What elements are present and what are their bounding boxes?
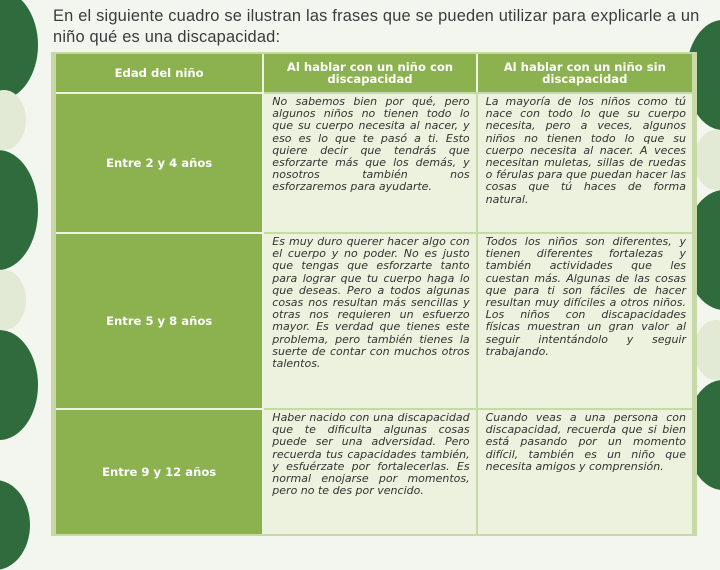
without-disability-cell: Cuando veas a una persona con discapacidad, recuerda que si bien está pasando por un momento difícil, también es un niño que necesita amigos y comprensión. — [478, 408, 692, 534]
age-cell: Entre 5 y 8 años — [56, 232, 264, 408]
decorative-circle — [0, 90, 26, 150]
decorative-circle — [0, 0, 38, 100]
decorative-circle — [0, 330, 38, 440]
decorative-circle — [0, 480, 30, 570]
decorative-circle — [694, 320, 720, 380]
with-disability-cell: No sabemos bien por qué, pero algunos niños no tienen todo lo que su cuerpo necesita al nacer, y eso es lo que te pasó a ti. Esto quiere decir que tendrás que esforzarte más que los demás, y nosotros también nos esforzaremos para ayudarte. — [264, 92, 477, 232]
disability-phrases-table — [56, 54, 692, 534]
with-disability-cell: Haber nacido con una discapacidad que te dificulta algunas cosas puede ser una adversidad. Pero recuerda tus capacidades también, y esfuérzate por fortalecerlas. Es normal enojarse por momentos, pero no te des por vencido. — [264, 408, 477, 534]
table-row — [56, 92, 692, 232]
with-disability-cell: Es muy duro querer hacer algo con el cuerpo y no poder. No es justo que tengas que esforzarte tanto para lograr que tu cuerpo haga lo que deseas. Pero a todos algunas cosas nos resultan más sencillas y otras nos requieren un esfuerzo mayor. Es verdad que tienes este problema, pero también tienes la suerte de contar con muchos otros talentos. — [264, 232, 477, 408]
table-row — [56, 408, 692, 534]
without-disability-cell: La mayoría de los niños como tú nace con todo lo que su cuerpo necesita, pero a veces, algunos niños no tienen todo lo que su cuerpo necesita al nacer. A veces necesitan muletas, sillas de ruedas o férulas para que puedan hacer las cosas que tú haces de forma natural. — [478, 92, 692, 232]
header-with-disability: Al hablar con un niño con discapacidad — [264, 54, 477, 92]
age-cell: Entre 2 y 4 años — [56, 92, 264, 232]
decorative-circle — [694, 130, 720, 190]
table-frame — [51, 52, 697, 536]
intro-text: En el siguiente cuadro se ilustran las frases que se pueden utilizar para explicarle a un niño qué es una discapacidad: — [53, 7, 700, 46]
table-header-row — [56, 54, 692, 92]
header-age: Edad del niño — [56, 54, 264, 92]
header-without-disability: Al hablar con un niño sin discapacidad — [478, 54, 692, 92]
decorative-circle — [0, 270, 26, 330]
table-row — [56, 232, 692, 408]
without-disability-cell: Todos los niños son diferentes, y tienen diferentes fortalezas y también actividades que les cuestan más. Algunas de las cosas que para ti son fáciles de hacer resultan muy difíciles a otros niños. Los niños con discapacidades físicas muestran un gran valor al seguir intentándolo y seguir trabajando. — [478, 232, 692, 408]
decorative-circle — [0, 150, 38, 270]
age-cell: Entre 9 y 12 años — [56, 408, 264, 534]
